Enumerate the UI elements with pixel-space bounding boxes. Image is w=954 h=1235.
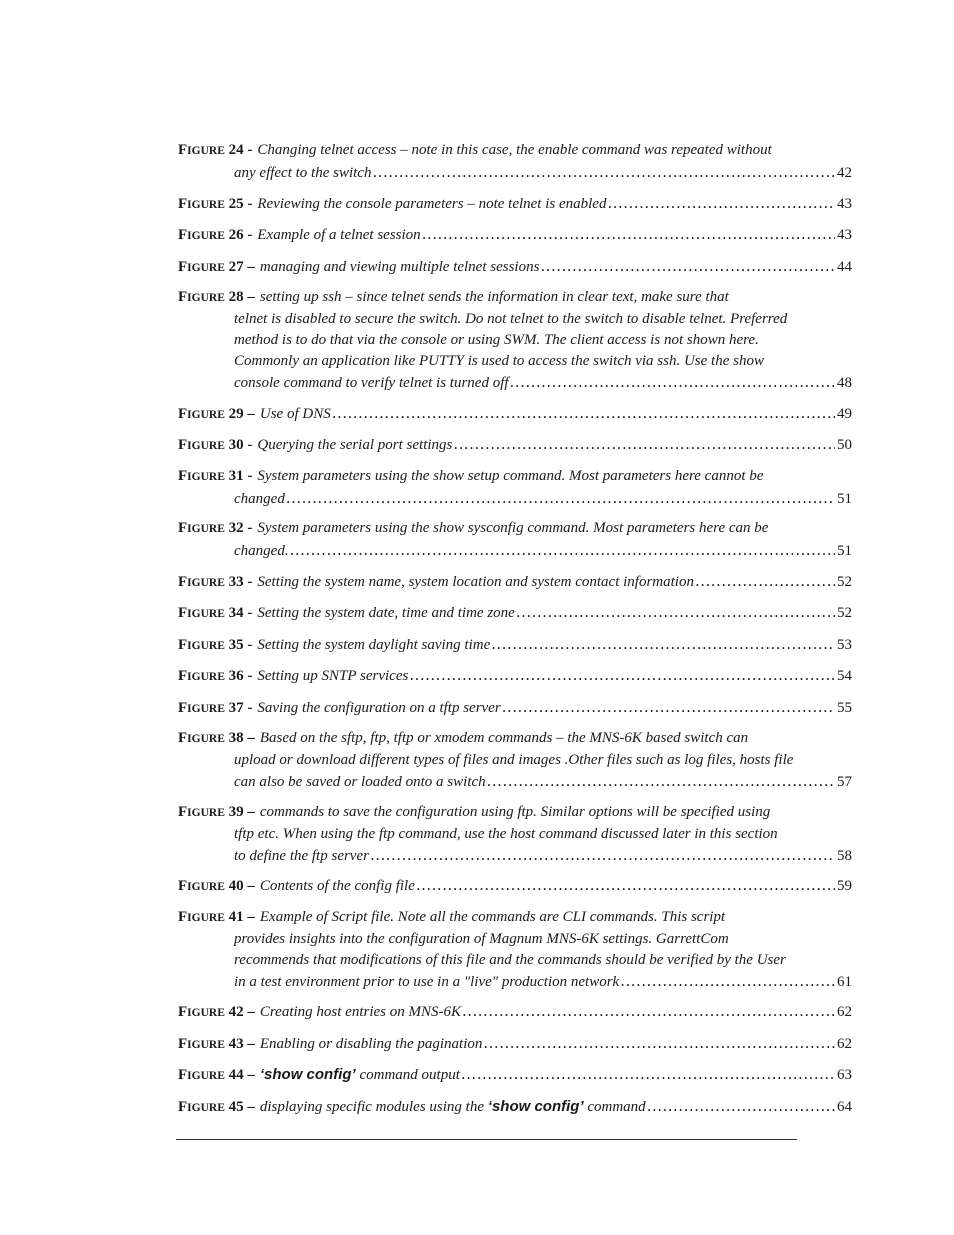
figure-label <box>178 404 255 426</box>
figure-number: 40 <box>228 878 244 894</box>
figure-separator: – <box>247 878 255 894</box>
dot-leader <box>290 540 835 561</box>
figure-label-rest: IGURE <box>187 733 225 745</box>
toc-entry-line <box>178 224 852 247</box>
dot-leader <box>461 1064 835 1085</box>
figure-separator: – <box>247 803 255 820</box>
footer-divider <box>176 1139 797 1140</box>
toc-entry-line <box>178 403 852 426</box>
figure-label-initial: F <box>178 437 188 453</box>
figure-label-rest: IGURE <box>187 1007 225 1019</box>
figure-label-initial: F <box>178 1035 188 1052</box>
toc-entry-line <box>178 907 852 929</box>
page-number[interactable]: 57 <box>837 774 852 790</box>
figure-label-initial: F <box>178 636 188 653</box>
figure-caption: Commonly an application like PUTTY is used to access the switch via ssh. Use the show <box>234 353 764 369</box>
figure-caption: setting up ssh – since telnet sends the information in clear text, make sure that <box>259 289 729 305</box>
dot-leader <box>487 771 835 792</box>
figure-caption: upload or download different types of files and images .Other files such as log files, hosts file <box>234 752 794 768</box>
figure-number: 25 <box>228 195 244 212</box>
figure-number: 24 <box>228 142 244 158</box>
page-number[interactable]: 54 <box>837 668 852 684</box>
figure-number: 32 <box>228 520 244 536</box>
figure-caption: Contents of the config file <box>259 878 415 894</box>
figure-label-rest: IGURE <box>187 576 225 589</box>
toc-entry-line <box>178 875 852 898</box>
page-number[interactable]: 48 <box>837 375 852 391</box>
figure-number: 33 <box>228 573 244 590</box>
figure-caption: changed <box>234 490 285 507</box>
toc-entry-line <box>178 771 852 793</box>
toc-entry[interactable] <box>178 728 852 793</box>
figure-label <box>178 225 252 247</box>
figure-caption: Use of DNS <box>259 405 331 422</box>
figure-label <box>178 1002 255 1024</box>
toc-entry-line <box>178 1064 852 1087</box>
figure-label <box>178 466 252 488</box>
leader-container <box>371 162 852 184</box>
figure-separator: - <box>247 520 253 536</box>
dot-leader <box>620 971 835 992</box>
figure-separator: - <box>247 142 253 158</box>
figure-label-initial: F <box>178 878 188 894</box>
leader-container <box>452 434 852 456</box>
figure-label-rest: IGURE <box>187 1038 225 1051</box>
figure-separator: – <box>247 1098 255 1115</box>
toc-entry[interactable] <box>178 1033 852 1056</box>
toc-entry-line <box>178 845 852 867</box>
dot-leader <box>453 434 835 455</box>
figure-caption: tftp etc. When using the ftp command, use the host command discussed later in this section <box>234 825 778 842</box>
figure-label <box>178 1034 255 1056</box>
figure-separator: - <box>247 668 253 684</box>
figure-label <box>178 257 255 279</box>
toc-entry[interactable] <box>178 1096 852 1119</box>
leader-container <box>482 1033 852 1055</box>
command-name: show config <box>264 1066 352 1083</box>
toc-entry-line <box>178 434 852 457</box>
page-number[interactable]: 53 <box>837 636 852 653</box>
figure-label <box>178 907 255 929</box>
figure-label-rest: IGURE <box>187 806 225 819</box>
caption-text: command <box>583 1098 646 1115</box>
figure-label-rest: IGURE <box>187 261 225 274</box>
leader-container <box>501 697 852 719</box>
toc-entry-line <box>178 602 852 625</box>
figure-label <box>178 876 255 898</box>
figure-caption: any effect to the switch <box>234 165 372 181</box>
figure-label-rest: IGURE <box>187 702 225 715</box>
toc-entry-line <box>178 287 852 309</box>
figure-label-initial: F <box>178 803 188 820</box>
dot-leader <box>422 224 835 245</box>
figure-number: 36 <box>228 668 244 684</box>
dot-leader <box>332 403 835 424</box>
caption-text: command output <box>355 1067 460 1083</box>
figure-separator: – <box>247 730 255 746</box>
page-number[interactable]: 50 <box>837 437 852 453</box>
dot-leader <box>483 1033 835 1054</box>
figure-caption: Setting the system date, time and time zone <box>257 605 515 621</box>
toc-entry-line <box>178 802 852 824</box>
figure-separator: - <box>247 605 253 621</box>
figure-caption: Example of Script file. Note all the commands are CLI commands. This script <box>259 908 726 925</box>
figure-label-initial: F <box>178 227 188 243</box>
figure-separator: - <box>247 573 253 590</box>
figure-label-initial: F <box>178 1067 188 1083</box>
toc-entry-line <box>178 309 852 330</box>
figure-caption: Setting the system name, system location and system contact information <box>257 573 694 590</box>
figure-label-rest: IGURE <box>187 639 225 652</box>
figure-label-initial: F <box>178 289 188 305</box>
figure-label-initial: F <box>178 668 188 684</box>
figure-number: 34 <box>228 605 244 621</box>
page-number[interactable]: 52 <box>837 605 852 621</box>
toc-entry[interactable] <box>178 634 852 657</box>
leader-container <box>289 540 852 562</box>
figure-separator: - <box>247 467 253 484</box>
dot-leader <box>510 372 835 393</box>
figure-number: 39 <box>228 803 244 820</box>
page-number[interactable]: 52 <box>837 573 852 590</box>
figure-caption: Saving the configuration on a tftp server <box>257 699 501 716</box>
toc-entry[interactable] <box>178 665 852 688</box>
figure-caption: Changing telnet access – note in this case, the enable command was repeated without <box>257 142 772 158</box>
toc-entry[interactable] <box>178 193 852 216</box>
figure-separator: – <box>247 258 255 275</box>
quote-close: ’ <box>351 1066 356 1083</box>
toc-entry[interactable] <box>178 697 852 720</box>
figure-caption: Example of a telnet session <box>257 227 421 243</box>
figure-label-rest: IGURE <box>187 198 225 211</box>
figure-label <box>178 603 252 625</box>
dot-leader <box>372 162 835 183</box>
figure-separator: – <box>247 1067 255 1083</box>
leader-container <box>460 1064 852 1086</box>
figure-label-initial: F <box>178 258 188 275</box>
page-number[interactable]: 42 <box>837 165 852 181</box>
figure-label-initial: F <box>178 1004 188 1020</box>
leader-container <box>415 875 852 897</box>
dot-leader <box>502 697 835 718</box>
toc-entry[interactable] <box>178 1001 852 1024</box>
figure-label-rest: IGURE <box>187 470 225 483</box>
toc-entry[interactable] <box>178 466 852 510</box>
toc-entry-line <box>178 1033 852 1056</box>
figure-caption: Querying the serial port settings <box>257 437 453 453</box>
figure-number: 41 <box>228 908 244 925</box>
page-number[interactable]: 63 <box>837 1067 852 1083</box>
figure-number: 26 <box>228 227 244 243</box>
toc-entry-line <box>178 1096 852 1119</box>
figure-separator: – <box>247 908 255 925</box>
figure-label-initial: F <box>178 405 188 422</box>
figure-caption: Setting up SNTP services <box>257 668 409 684</box>
figure-number: 35 <box>228 636 244 653</box>
figure-label-rest: IGURE <box>187 292 225 304</box>
figure-separator: - <box>247 636 253 653</box>
caption-text: displaying specific modules using the <box>259 1098 488 1115</box>
page-number[interactable]: 43 <box>837 227 852 243</box>
figure-label-rest: IGURE <box>187 671 225 683</box>
dot-leader <box>516 602 835 623</box>
toc-entry-line <box>178 372 852 394</box>
figure-label-initial: F <box>178 605 188 621</box>
leader-container <box>486 771 852 793</box>
toc-entry-line <box>178 518 852 540</box>
figure-separator: - <box>247 195 253 212</box>
page-number[interactable]: 58 <box>837 847 852 864</box>
figure-label-rest: IGURE <box>187 1070 225 1082</box>
figure-caption: changed. <box>234 543 289 559</box>
toc-entry-line <box>178 330 852 351</box>
figure-label-initial: F <box>178 908 188 925</box>
figure-number: 29 <box>228 405 244 422</box>
figure-label-initial: F <box>178 142 188 158</box>
figure-label-rest: IGURE <box>187 145 225 157</box>
leader-container <box>694 571 852 593</box>
figure-label <box>178 194 252 216</box>
figure-label <box>178 728 255 750</box>
figure-label-rest: IGURE <box>187 608 225 620</box>
figure-label-rest: IGURE <box>187 881 225 893</box>
dot-leader <box>370 845 835 866</box>
figure-caption: can also be saved or loaded onto a switch <box>234 774 486 790</box>
toc-entry-line <box>178 665 852 688</box>
figure-caption: managing and viewing multiple telnet sessions <box>259 258 540 275</box>
figure-caption: method is to do that via the console or using SWM. The client access is not shown here. <box>234 332 759 348</box>
figure-label <box>178 635 252 657</box>
toc-entry[interactable] <box>178 1064 852 1087</box>
dot-leader <box>607 193 835 214</box>
figure-caption: recommends that modifications of this file and the commands should be verified by the User <box>234 951 786 968</box>
toc-entry-line <box>178 351 852 372</box>
page-number[interactable]: 62 <box>837 1035 852 1052</box>
page-number[interactable]: 55 <box>837 699 852 716</box>
toc-entry-line <box>178 950 852 971</box>
figure-caption: System parameters using the show sysconfig command. Most parameters here can be <box>257 520 769 536</box>
toc-entry-line <box>178 929 852 950</box>
figure-separator: – <box>247 405 255 422</box>
figure-label-initial: F <box>178 520 188 536</box>
figure-separator: - <box>247 227 253 243</box>
dot-leader <box>286 488 835 509</box>
figure-number: 38 <box>228 730 244 746</box>
dot-leader <box>647 1096 835 1117</box>
figure-label-initial: F <box>178 573 188 590</box>
dot-leader <box>416 875 835 896</box>
toc-entry[interactable] <box>178 224 852 247</box>
page-number[interactable]: 51 <box>837 543 852 559</box>
page-number[interactable]: 44 <box>837 258 852 275</box>
quote-close: ’ <box>579 1097 584 1115</box>
figure-caption: Reviewing the console parameters – note telnet is enabled <box>257 195 607 212</box>
toc-entry-line <box>178 140 852 162</box>
leader-container <box>408 665 852 687</box>
figure-number: 31 <box>228 467 244 484</box>
toc-entry-line <box>178 697 852 720</box>
figure-caption <box>260 1096 646 1118</box>
toc-entry[interactable] <box>178 602 852 625</box>
page-number[interactable]: 43 <box>837 195 852 212</box>
figure-separator: – <box>247 1004 255 1020</box>
toc-entry[interactable] <box>178 875 852 898</box>
dot-leader <box>491 634 835 655</box>
figure-number: 30 <box>228 437 244 453</box>
figure-label <box>178 287 255 309</box>
leader-container <box>619 971 852 993</box>
leader-container <box>461 1001 852 1023</box>
figure-label-rest: IGURE <box>187 408 225 421</box>
figure-number: 27 <box>228 258 244 275</box>
figure-label-initial: F <box>178 699 188 716</box>
toc-entry[interactable] <box>178 571 852 594</box>
figure-label-rest: IGURE <box>187 1101 225 1114</box>
list-of-figures <box>178 140 852 1127</box>
toc-entry[interactable] <box>178 434 852 457</box>
figure-caption: in a test environment prior to use in a "live" production network <box>234 973 620 990</box>
figure-label-rest: IGURE <box>187 911 225 924</box>
dot-leader <box>695 571 835 592</box>
toc-entry-line <box>178 824 852 845</box>
toc-entry-line <box>178 193 852 216</box>
figure-label <box>178 572 252 594</box>
figure-label-initial: F <box>178 1098 188 1115</box>
toc-entry[interactable] <box>178 518 852 562</box>
toc-entry-line <box>178 634 852 657</box>
leader-container <box>369 845 852 867</box>
toc-entry[interactable] <box>178 907 852 993</box>
figure-caption: provides insights into the configuration of Magnum MNS-6K settings. GarrettCom <box>234 930 729 947</box>
figure-label-rest: IGURE <box>187 523 225 535</box>
figure-label-initial: F <box>178 195 188 212</box>
leader-container <box>331 403 852 425</box>
toc-entry-line <box>178 971 852 993</box>
figure-label <box>178 1065 255 1087</box>
toc-entry-line <box>178 540 852 562</box>
toc-entry-line <box>178 466 852 488</box>
toc-entry-line <box>178 750 852 771</box>
figure-separator: – <box>247 289 255 305</box>
page-number[interactable]: 49 <box>837 405 852 422</box>
figure-caption: Setting the system daylight saving time <box>257 636 491 653</box>
figure-number: 43 <box>228 1035 244 1052</box>
toc-entry[interactable] <box>178 140 852 184</box>
figure-label-rest: IGURE <box>187 440 225 452</box>
toc-entry-line <box>178 728 852 750</box>
figure-label-rest: IGURE <box>187 230 225 242</box>
figure-separator: - <box>247 699 253 716</box>
figure-label <box>178 435 252 457</box>
leader-container <box>285 488 852 510</box>
figure-caption: telnet is disabled to secure the switch. Do not telnet to the switch to disable telnet. Preferred <box>234 311 788 327</box>
leader-container <box>539 256 852 278</box>
figure-caption: console command to verify telnet is turned off <box>234 375 509 391</box>
toc-entry[interactable] <box>178 256 852 279</box>
figure-label-initial: F <box>178 730 188 746</box>
figure-label <box>178 802 255 824</box>
figure-label <box>178 518 252 540</box>
page-number[interactable]: 59 <box>837 878 852 894</box>
figure-label <box>178 666 252 688</box>
page-number[interactable]: 61 <box>837 973 852 990</box>
leader-container <box>606 193 852 215</box>
figure-number: 44 <box>228 1067 244 1083</box>
leader-container <box>421 224 852 246</box>
figure-label <box>178 1097 255 1119</box>
toc-entry[interactable] <box>178 403 852 426</box>
leader-container <box>515 602 852 624</box>
figure-separator: - <box>247 437 253 453</box>
dot-leader <box>409 665 835 686</box>
dot-leader <box>540 256 835 277</box>
toc-entry-line <box>178 162 852 184</box>
toc-entry[interactable] <box>178 287 852 394</box>
leader-container <box>646 1096 852 1118</box>
figure-label-initial: F <box>178 467 188 484</box>
figure-caption: commands to save the configuration using ftp. Similar options will be specified using <box>259 803 771 820</box>
figure-caption <box>260 1064 460 1086</box>
figure-number: 28 <box>228 289 244 305</box>
figure-caption: Enabling or disabling the pagination <box>259 1035 483 1052</box>
figure-label <box>178 698 252 720</box>
leader-container <box>490 634 852 656</box>
figure-caption: to define the ftp server <box>234 847 369 864</box>
figure-label <box>178 140 252 162</box>
leader-container <box>509 372 852 394</box>
page-number[interactable]: 62 <box>837 1004 852 1020</box>
command-name: show config <box>491 1097 580 1115</box>
dot-leader <box>462 1001 835 1022</box>
figure-caption: Based on the sftp, ftp, tftp or xmodem commands – the MNS-6K based switch can <box>259 730 749 746</box>
figure-number: 37 <box>228 699 244 716</box>
figure-separator: – <box>247 1035 255 1052</box>
toc-entry-line <box>178 256 852 279</box>
figure-caption: Creating host entries on MNS-6K <box>259 1004 461 1020</box>
toc-entry-line <box>178 571 852 594</box>
page-number[interactable]: 64 <box>837 1098 852 1115</box>
toc-entry[interactable] <box>178 802 852 867</box>
quote-open: ‘ <box>259 1066 265 1083</box>
page-number[interactable]: 51 <box>837 490 852 507</box>
toc-entry-line <box>178 1001 852 1024</box>
quote-open: ‘ <box>487 1097 492 1115</box>
figure-caption: System parameters using the show setup command. Most parameters here cannot be <box>257 467 764 484</box>
figure-number: 42 <box>228 1004 244 1020</box>
toc-entry-line <box>178 488 852 510</box>
figure-number: 45 <box>228 1098 244 1115</box>
